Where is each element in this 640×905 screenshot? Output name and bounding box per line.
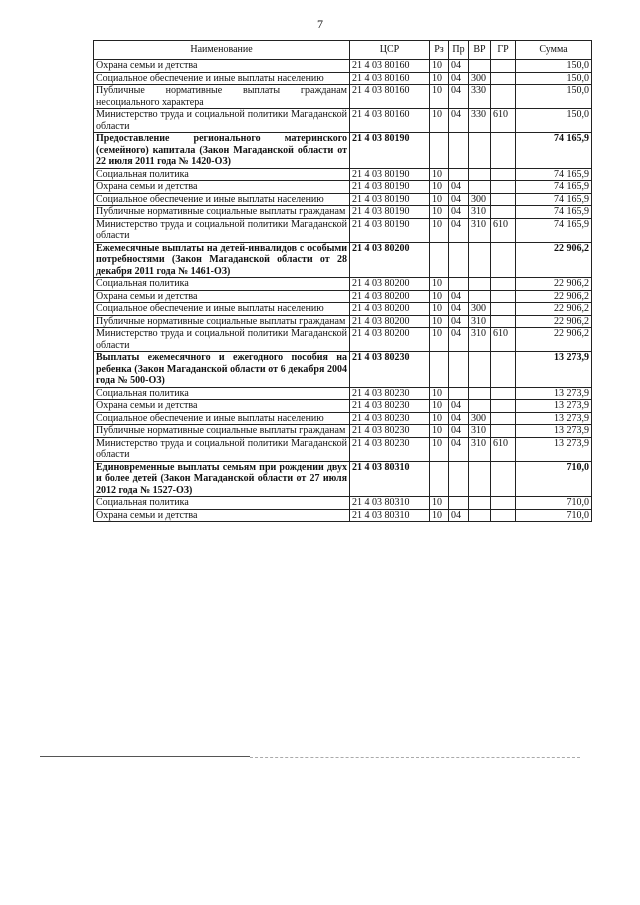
cell-vr [469,168,491,181]
cell-rz: 10 [430,425,449,438]
cell-csr: 21 4 03 80190 [350,181,430,194]
cell-rz: 10 [430,206,449,219]
header-pr: Пр [449,41,469,60]
table-row [94,218,592,242]
cell-gr [491,387,516,400]
cell-sum: 710,0 [516,509,592,522]
cell-vr [469,461,491,497]
cell-rz [430,242,449,278]
cell-pr: 04 [449,85,469,109]
cell-csr: 21 4 03 80200 [350,290,430,303]
cell-sum: 150,0 [516,85,592,109]
cell-sum: 150,0 [516,72,592,85]
cell-vr [469,278,491,291]
table-row [94,181,592,194]
cell-rz [430,461,449,497]
table-row [94,85,592,109]
cell-name: Министерство труда и социальной политики Магаданской области [94,109,350,133]
cell-name: Социальное обеспечение и иные выплаты населению [94,303,350,316]
cell-rz: 10 [430,509,449,522]
cell-name: Ежемесячные выплаты на детей-инвалидов с особыми потребностями (Закон Магаданской области от 28 декабря 2011 года № 1461-ОЗ) [94,242,350,278]
cell-pr [449,461,469,497]
cell-vr [469,181,491,194]
cell-csr: 21 4 03 80230 [350,437,430,461]
table-row-section [94,352,592,388]
cell-sum: 22 906,2 [516,242,592,278]
cell-csr: 21 4 03 80190 [350,133,430,169]
table-row [94,425,592,438]
cell-name: Выплаты ежемесячного и ежегодного пособия на ребенка (Закон Магаданской области от 6 декабря 2004 года № 500-ОЗ) [94,352,350,388]
cell-pr [449,387,469,400]
cell-gr [491,278,516,291]
header-rz: Рз [430,41,449,60]
cell-sum: 710,0 [516,461,592,497]
cell-vr: 300 [469,72,491,85]
cell-pr: 04 [449,315,469,328]
cell-name: Социальное обеспечение и иные выплаты населению [94,193,350,206]
cell-sum: 22 906,2 [516,328,592,352]
budget-table [93,40,592,522]
cell-rz: 10 [430,60,449,73]
cell-sum: 74 165,9 [516,168,592,181]
cell-csr: 21 4 03 80200 [350,328,430,352]
cell-name: Охрана семьи и детства [94,509,350,522]
cell-csr: 21 4 03 80190 [350,218,430,242]
cell-vr: 310 [469,218,491,242]
cell-pr: 04 [449,303,469,316]
cell-name: Социальное обеспечение и иные выплаты населению [94,412,350,425]
cell-name: Министерство труда и социальной политики Магаданской области [94,218,350,242]
cell-gr [491,168,516,181]
table-header-row [94,41,592,60]
cell-csr: 21 4 03 80230 [350,400,430,413]
cell-sum: 22 906,2 [516,315,592,328]
cell-gr: 610 [491,437,516,461]
cell-vr [469,400,491,413]
cell-csr: 21 4 03 80200 [350,278,430,291]
cell-gr [491,133,516,169]
cell-vr: 310 [469,328,491,352]
cell-vr: 330 [469,109,491,133]
cell-rz: 10 [430,328,449,352]
cell-rz [430,133,449,169]
cell-csr: 21 4 03 80200 [350,242,430,278]
cell-pr: 04 [449,437,469,461]
cell-pr: 04 [449,290,469,303]
table-row [94,497,592,510]
cell-rz: 10 [430,85,449,109]
cell-name: Социальная политика [94,497,350,510]
cell-rz: 10 [430,181,449,194]
cell-name: Социальная политика [94,387,350,400]
cell-gr [491,85,516,109]
table-row [94,315,592,328]
table-row [94,193,592,206]
cell-sum: 13 273,9 [516,412,592,425]
cell-csr: 21 4 03 80230 [350,425,430,438]
cell-vr [469,133,491,169]
cell-vr [469,387,491,400]
cell-csr: 21 4 03 80160 [350,85,430,109]
cell-rz [430,352,449,388]
cell-gr [491,242,516,278]
table-row [94,278,592,291]
table-row [94,328,592,352]
cell-csr: 21 4 03 80190 [350,168,430,181]
cell-gr [491,193,516,206]
cell-gr [491,303,516,316]
cell-name: Публичные нормативные социальные выплаты гражданам [94,206,350,219]
cell-csr: 21 4 03 80200 [350,303,430,316]
cell-rz: 10 [430,168,449,181]
table-row [94,437,592,461]
cell-name: Охрана семьи и детства [94,290,350,303]
footnote-rule-faint [250,757,580,758]
cell-csr: 21 4 03 80310 [350,497,430,510]
cell-pr: 04 [449,400,469,413]
cell-vr: 310 [469,425,491,438]
cell-csr: 21 4 03 80310 [350,509,430,522]
table-row [94,60,592,73]
cell-vr: 310 [469,315,491,328]
cell-gr [491,206,516,219]
cell-rz: 10 [430,497,449,510]
cell-rz: 10 [430,437,449,461]
cell-sum: 13 273,9 [516,352,592,388]
table-row [94,72,592,85]
table-row [94,387,592,400]
header-gr: ГР [491,41,516,60]
cell-sum: 74 165,9 [516,181,592,194]
cell-csr: 21 4 03 80160 [350,72,430,85]
cell-gr [491,509,516,522]
cell-sum: 74 165,9 [516,133,592,169]
cell-pr [449,352,469,388]
cell-gr [491,425,516,438]
table-row [94,509,592,522]
header-csr: ЦСР [350,41,430,60]
header-name: Наименование [94,41,350,60]
cell-name: Охрана семьи и детства [94,181,350,194]
cell-csr: 21 4 03 80230 [350,412,430,425]
cell-sum: 13 273,9 [516,437,592,461]
header-sum: Сумма [516,41,592,60]
cell-pr: 04 [449,328,469,352]
cell-sum: 13 273,9 [516,400,592,413]
table-row-section [94,461,592,497]
cell-name: Публичные нормативные социальные выплаты гражданам [94,425,350,438]
cell-vr: 300 [469,412,491,425]
cell-rz: 10 [430,218,449,242]
cell-sum: 74 165,9 [516,193,592,206]
cell-sum: 74 165,9 [516,206,592,219]
cell-gr [491,461,516,497]
cell-name: Охрана семьи и детства [94,60,350,73]
cell-pr: 04 [449,412,469,425]
header-vr: ВР [469,41,491,60]
cell-rz: 10 [430,303,449,316]
cell-rz: 10 [430,412,449,425]
cell-gr [491,315,516,328]
table-row-section [94,133,592,169]
cell-gr [491,72,516,85]
page-number: 7 [317,17,323,31]
cell-pr: 04 [449,72,469,85]
cell-pr [449,168,469,181]
cell-rz: 10 [430,109,449,133]
cell-sum: 710,0 [516,497,592,510]
cell-rz: 10 [430,193,449,206]
cell-gr [491,290,516,303]
table-row [94,109,592,133]
cell-gr [491,400,516,413]
cell-pr: 04 [449,206,469,219]
table-row [94,412,592,425]
table-row [94,168,592,181]
cell-sum: 150,0 [516,109,592,133]
cell-vr: 300 [469,303,491,316]
cell-sum: 150,0 [516,60,592,73]
cell-rz: 10 [430,290,449,303]
cell-vr: 330 [469,85,491,109]
cell-name: Социальная политика [94,278,350,291]
cell-rz: 10 [430,400,449,413]
table-row [94,400,592,413]
cell-gr [491,60,516,73]
cell-pr [449,497,469,510]
cell-name: Министерство труда и социальной политики Магаданской области [94,328,350,352]
cell-pr: 04 [449,109,469,133]
cell-pr: 04 [449,218,469,242]
cell-gr: 610 [491,218,516,242]
cell-csr: 21 4 03 80190 [350,206,430,219]
cell-vr: 310 [469,437,491,461]
cell-pr: 04 [449,425,469,438]
cell-vr: 310 [469,206,491,219]
cell-csr: 21 4 03 80160 [350,109,430,133]
cell-vr [469,60,491,73]
cell-pr [449,133,469,169]
cell-csr: 21 4 03 80230 [350,352,430,388]
cell-csr: 21 4 03 80310 [350,461,430,497]
cell-csr: 21 4 03 80160 [350,60,430,73]
cell-rz: 10 [430,315,449,328]
cell-pr: 04 [449,193,469,206]
cell-name: Публичные нормативные выплаты гражданам несоциального характера [94,85,350,109]
table-body [94,60,592,522]
cell-vr [469,352,491,388]
table-row-section [94,242,592,278]
cell-name: Министерство труда и социальной политики Магаданской области [94,437,350,461]
cell-name: Единовременные выплаты семьям при рождении двух и более детей (Закон Магаданской области от 27 июля 2012 года № 1527-ОЗ) [94,461,350,497]
table-row [94,290,592,303]
cell-rz: 10 [430,278,449,291]
cell-gr: 610 [491,109,516,133]
cell-sum: 74 165,9 [516,218,592,242]
cell-name: Социальная политика [94,168,350,181]
cell-rz: 10 [430,72,449,85]
cell-vr [469,509,491,522]
cell-name: Социальное обеспечение и иные выплаты населению [94,72,350,85]
footnote-rule [40,756,250,757]
cell-name: Публичные нормативные социальные выплаты гражданам [94,315,350,328]
table-row [94,206,592,219]
cell-gr [491,352,516,388]
cell-csr: 21 4 03 80230 [350,387,430,400]
cell-pr [449,278,469,291]
cell-vr [469,497,491,510]
cell-name: Предоставление регионального материнского (семейного) капитала (Закон Магаданской области от 22 июля 2011 года № 1420-ОЗ) [94,133,350,169]
cell-sum: 22 906,2 [516,303,592,316]
cell-vr [469,290,491,303]
cell-vr: 300 [469,193,491,206]
table-row [94,303,592,316]
cell-rz: 10 [430,387,449,400]
cell-csr: 21 4 03 80190 [350,193,430,206]
cell-vr [469,242,491,278]
cell-gr [491,412,516,425]
cell-pr: 04 [449,509,469,522]
cell-sum: 22 906,2 [516,290,592,303]
cell-sum: 22 906,2 [516,278,592,291]
cell-gr [491,181,516,194]
cell-name: Охрана семьи и детства [94,400,350,413]
cell-sum: 13 273,9 [516,387,592,400]
cell-pr [449,242,469,278]
cell-pr: 04 [449,60,469,73]
cell-csr: 21 4 03 80200 [350,315,430,328]
cell-sum: 13 273,9 [516,425,592,438]
cell-pr: 04 [449,181,469,194]
cell-gr [491,497,516,510]
cell-gr: 610 [491,328,516,352]
